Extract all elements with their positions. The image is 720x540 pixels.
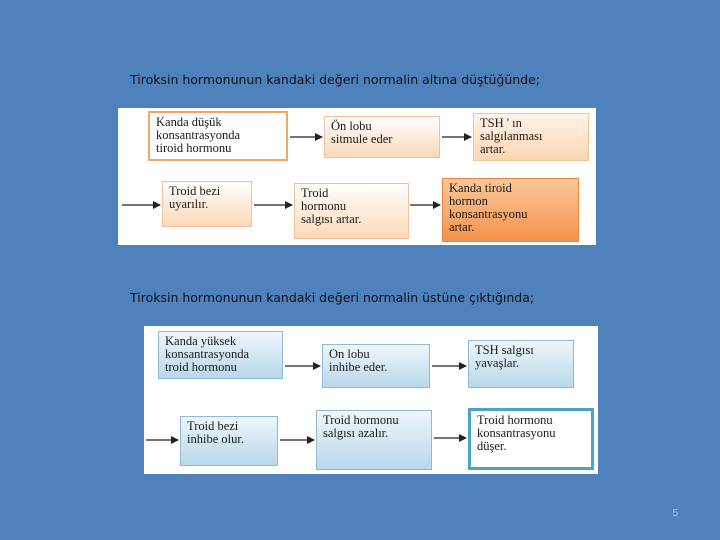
box-line: Troid hormonu <box>323 413 399 427</box>
page-number: 5 <box>672 508 678 519</box>
heading-high: Tiroksin hormonunun kandaki değeri normalin üstüne çıktığında; <box>130 290 535 305</box>
box-line: tiroid hormonu <box>156 141 232 155</box>
box-line: Kanda yüksek <box>165 334 237 348</box>
heading-low: Tiroksin hormonunun kandaki değeri normalin altına düştüğünde; <box>130 72 541 87</box>
box-line: Kanda tiroid <box>449 181 512 195</box>
box-line: salgısı artar. <box>301 212 362 226</box>
box-line: hormonu <box>301 199 347 213</box>
box-line: Ön lobu <box>331 119 372 133</box>
box-line: salgısı azalır. <box>323 426 389 440</box>
box-line: salgılanması <box>480 129 543 143</box>
box-line: Troid hormonu <box>477 413 553 427</box>
box-line: Kanda düşük <box>156 115 222 129</box>
box-line: konsantrasyonda <box>165 347 250 361</box>
box-line: konsantrasyonu <box>477 426 556 440</box>
box-line: konsantrasyonu <box>449 207 528 221</box>
box-line: hormon <box>449 194 488 208</box>
box-line: inhibe eder. <box>329 360 388 374</box>
box-line: troid hormonu <box>165 360 237 374</box>
box-line: inhibe olur. <box>187 432 244 446</box>
box-line: yavaşlar. <box>475 356 520 370</box>
box-line: Troid bezi <box>169 184 221 198</box>
box-line: artar. <box>449 220 475 234</box>
box-line: Troid <box>301 186 329 200</box>
box-line: TSH ' ın <box>480 116 522 130</box>
box-line: düşer. <box>477 439 507 453</box>
box-line: Troid bezi <box>187 419 239 433</box>
box-line: sitmule eder <box>331 132 393 146</box>
box-line: uyarılır. <box>169 197 209 211</box>
box-line: artar. <box>480 142 506 156</box>
box-line: TSH salgısı <box>475 343 534 357</box>
box-line: On lobu <box>329 347 370 361</box>
box-line: konsantrasyonda <box>156 128 241 142</box>
